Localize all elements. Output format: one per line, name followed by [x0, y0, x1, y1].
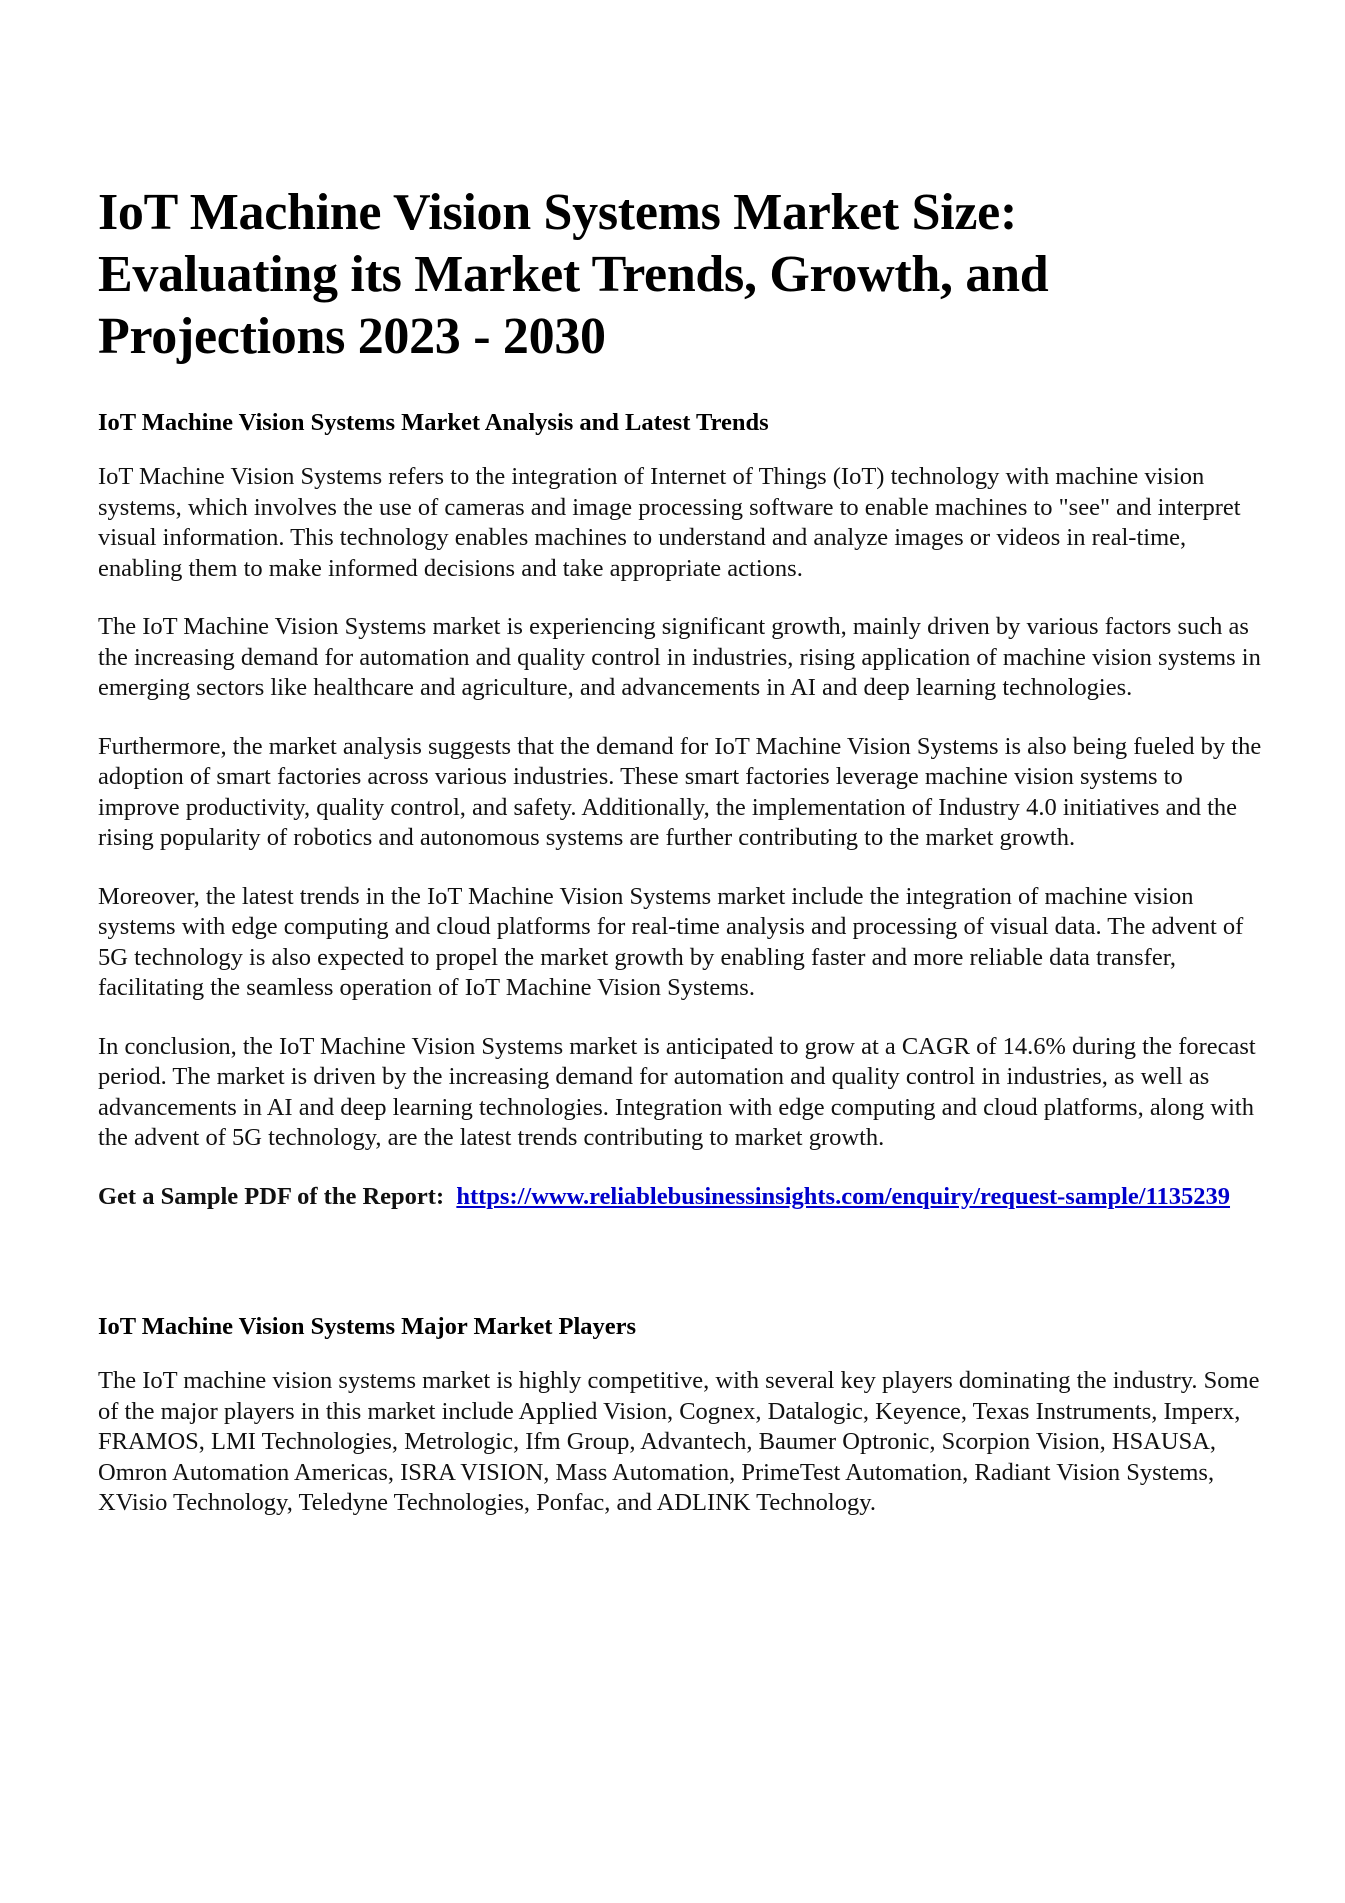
paragraph-intro: IoT Machine Vision Systems refers to the integration of Internet of Things (IoT) technology with machine vision systems, which involves the use of cameras and image processing software to enable machines to "see" and interpret visual information. This technology enables machines to understand and analyze images or videos in real-time, enabling them to make informed decisions and take appropriate actions.	[98, 463, 1241, 582]
paragraph-latest-trends: Moreover, the latest trends in the IoT Machine Vision Systems market include the integration of machine vision systems with edge computing and cloud platforms for real-time analysis and processing of visual data. The advent of 5G technology is also expected to propel the market growth by enabling faster and more reliable data transfer, facilitating the seamless operation of IoT Machine Vision Systems.	[98, 882, 1244, 1001]
sample-pdf-line	[98, 1182, 1263, 1213]
document-title: IoT Machine Vision Systems Market Size: Evaluating its Market Trends, Growth, and Projections 2023 - 2030	[98, 184, 1049, 365]
sample-pdf-label: Get a Sample PDF of the Report:	[98, 1182, 445, 1210]
paragraph-market-players: The IoT machine vision systems market is highly competitive, with several key players dominating the industry. Some of the major players in this market include Applied Vision, Cognex, Datalogic, Keyence, Texas Instruments, Imperx, FRAMOS, LMI Technologies, Metrologic, Ifm Group, Advantech, Baumer Optronic, Scorpion Vision, HSAUSA, Omron Automation Americas, ISRA VISION, Mass Automation, PrimeTest Automation, Radiant Vision Systems, XVisio Technology, Teledyne Technologies, Ponfac, and ADLINK Technology.	[98, 1367, 1260, 1516]
document-page	[98, 182, 1263, 1547]
section-heading-analysis: IoT Machine Vision Systems Market Analysis and Latest Trends	[98, 409, 769, 436]
paragraph-smart-factories: Furthermore, the market analysis suggests that the demand for IoT Machine Vision Systems is also being fueled by the adoption of smart factories across various industries. These smart factories leverage machine vision systems to improve productivity, quality control, and safety. Additionally, the implementation of Industry 4.0 initiatives and the rising popularity of robotics and autonomous systems are further contributing to the market growth.	[98, 732, 1262, 851]
sample-pdf-link[interactable]: https://www.reliablebusinessinsights.com/enquiry/request-sample/1135239	[456, 1182, 1231, 1210]
spacer	[98, 1212, 1263, 1312]
section-heading-players: IoT Machine Vision Systems Major Market Players	[98, 1313, 637, 1340]
paragraph-conclusion: In conclusion, the IoT Machine Vision Systems market is anticipated to grow at a CAGR of 14.6% during the forecast period. The market is driven by the increasing demand for automation and quality control in industries, as well as advancements in AI and deep learning technologies. Integration with edge computing and cloud platforms, along with the advent of 5G technology, are the latest trends contributing to market growth.	[98, 1032, 1256, 1151]
paragraph-growth-drivers: The IoT Machine Vision Systems market is experiencing significant growth, mainly driven by various factors such as the increasing demand for automation and quality control in industries, rising application of machine vision systems in emerging sectors like healthcare and agriculture, and advancements in AI and deep learning technologies.	[98, 613, 1261, 701]
